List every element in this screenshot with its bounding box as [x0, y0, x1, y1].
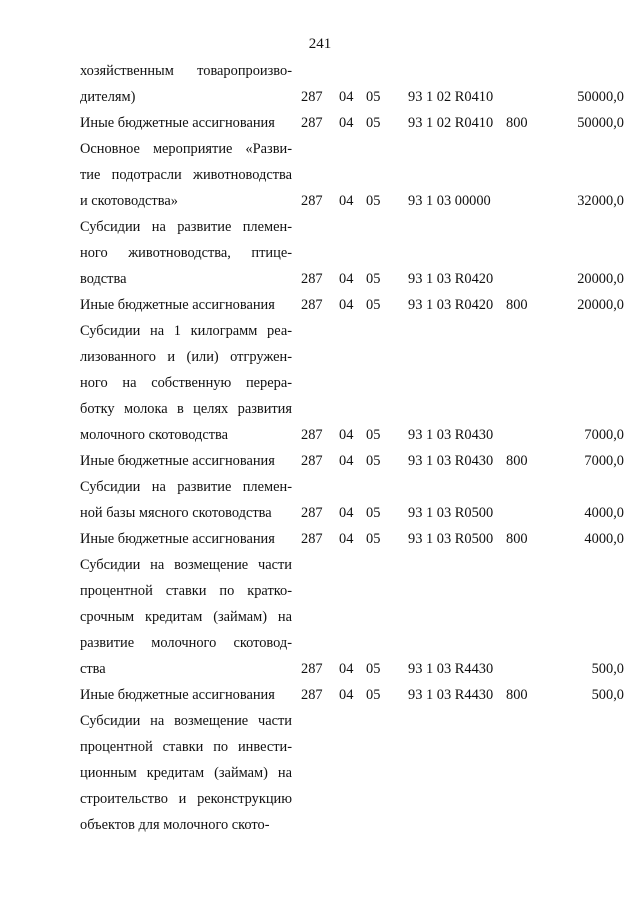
cell-target-article: 93 1 03 R0420 — [408, 271, 494, 287]
cell-grbs: 287 — [301, 505, 323, 521]
cell-subsection: 05 — [366, 89, 381, 105]
cell-subsection: 05 — [366, 115, 381, 131]
description-line: Субсидии на развитие племен- — [80, 219, 292, 235]
table-row — [80, 448, 624, 474]
row-description — [80, 448, 292, 474]
cell-grbs: 287 — [301, 297, 323, 313]
description-line: Иные бюджетные ассигнования — [80, 297, 275, 313]
row-description — [80, 136, 292, 214]
cell-subsection: 05 — [366, 427, 381, 443]
cell-grbs: 287 — [301, 193, 323, 209]
cell-expense-type: 800 — [506, 453, 528, 469]
cell-amount: 4000,0 — [584, 531, 624, 547]
cell-expense-type: 800 — [506, 297, 528, 313]
cell-grbs: 287 — [301, 89, 323, 105]
cell-grbs: 287 — [301, 115, 323, 131]
cell-target-article: 93 1 03 R4430 — [408, 661, 494, 677]
table-row — [80, 682, 624, 708]
description-line: Основное мероприятие «Разви- — [80, 141, 292, 157]
cell-section: 04 — [339, 271, 354, 287]
cell-grbs: 287 — [301, 531, 323, 547]
cell-amount: 20000,0 — [577, 271, 624, 287]
cell-amount: 4000,0 — [584, 505, 624, 521]
cell-amount: 50000,0 — [577, 89, 624, 105]
cell-target-article: 93 1 03 R0430 — [408, 453, 494, 469]
table-row — [80, 110, 624, 136]
cell-grbs: 287 — [301, 453, 323, 469]
description-line: тие подотрасли животноводства — [80, 167, 292, 183]
cell-amount: 20000,0 — [577, 297, 624, 313]
cell-subsection: 05 — [366, 531, 381, 547]
description-line: ного животноводства, птице- — [80, 245, 292, 261]
table-row — [80, 214, 624, 292]
description-line: Иные бюджетные ассигнования — [80, 687, 275, 703]
row-description — [80, 58, 292, 110]
cell-section: 04 — [339, 193, 354, 209]
description-line: ционным кредитам (займам) на — [80, 765, 292, 781]
description-line: Субсидии на 1 килограмм реа- — [80, 323, 292, 339]
cell-amount: 500,0 — [591, 687, 624, 703]
cell-section: 04 — [339, 453, 354, 469]
row-description — [80, 526, 292, 552]
budget-table — [80, 58, 624, 838]
description-line: Субсидии на возмещение части — [80, 713, 292, 729]
table-row — [80, 58, 624, 110]
table-row — [80, 552, 624, 682]
description-line: и скотоводства» — [80, 193, 178, 209]
description-line: строительство и реконструкцию — [80, 791, 292, 807]
cell-target-article: 93 1 03 R0500 — [408, 505, 494, 521]
cell-target-article: 93 1 03 R0500 — [408, 531, 494, 547]
description-line: молочного скотоводства — [80, 427, 229, 443]
cell-section: 04 — [339, 531, 354, 547]
description-line: ства — [80, 661, 106, 677]
cell-grbs: 287 — [301, 661, 323, 677]
table-row — [80, 136, 624, 214]
table-row — [80, 318, 624, 448]
cell-target-article: 93 1 03 00000 — [408, 193, 491, 209]
cell-section: 04 — [339, 115, 354, 131]
description-line: объектов для молочного ското- — [80, 817, 270, 833]
cell-subsection: 05 — [366, 297, 381, 313]
cell-section: 04 — [339, 297, 354, 313]
cell-amount: 7000,0 — [584, 453, 624, 469]
description-line: ботку молока в целях развития — [80, 401, 292, 417]
description-line: водства — [80, 271, 127, 287]
description-line: развитие молочного скотовод- — [80, 635, 292, 651]
description-line: Иные бюджетные ассигнования — [80, 453, 275, 469]
description-line: хозяйственным товаропроизво- — [80, 63, 292, 79]
description-line: дителям) — [80, 89, 136, 105]
description-line: лизованного и (или) отгружен- — [80, 349, 292, 365]
row-description — [80, 474, 292, 526]
page-number: 241 — [308, 36, 332, 52]
row-description — [80, 682, 292, 708]
cell-target-article: 93 1 02 R0410 — [408, 89, 494, 105]
table-row — [80, 526, 624, 552]
description-line: Иные бюджетные ассигнования — [80, 115, 275, 131]
cell-subsection: 05 — [366, 661, 381, 677]
cell-target-article: 93 1 03 R0420 — [408, 297, 494, 313]
description-line: Субсидии на возмещение части — [80, 557, 292, 573]
cell-expense-type: 800 — [506, 115, 528, 131]
cell-subsection: 05 — [366, 193, 381, 209]
cell-section: 04 — [339, 89, 354, 105]
description-line: процентной ставки по инвести- — [80, 739, 292, 755]
description-line: Иные бюджетные ассигнования — [80, 531, 275, 547]
cell-expense-type: 800 — [506, 531, 528, 547]
cell-amount: 500,0 — [591, 661, 624, 677]
table-row — [80, 292, 624, 318]
cell-amount: 50000,0 — [577, 115, 624, 131]
cell-subsection: 05 — [366, 505, 381, 521]
cell-grbs: 287 — [301, 687, 323, 703]
description-line: процентной ставки по кратко- — [80, 583, 292, 599]
table-row — [80, 474, 624, 526]
row-description — [80, 214, 292, 292]
row-description — [80, 708, 292, 838]
description-line: Субсидии на развитие племен- — [80, 479, 292, 495]
cell-subsection: 05 — [366, 453, 381, 469]
cell-amount: 32000,0 — [577, 193, 624, 209]
row-description — [80, 110, 292, 136]
row-description — [80, 552, 292, 682]
cell-target-article: 93 1 03 R4430 — [408, 687, 494, 703]
description-line: срочным кредитам (займам) на — [80, 609, 292, 625]
cell-section: 04 — [339, 505, 354, 521]
cell-amount: 7000,0 — [584, 427, 624, 443]
cell-grbs: 287 — [301, 427, 323, 443]
description-line: ного на собственную перера- — [80, 375, 292, 391]
table-row — [80, 708, 624, 838]
description-line: ной базы мясного скотоводства — [80, 505, 272, 521]
cell-section: 04 — [339, 687, 354, 703]
cell-expense-type: 800 — [506, 687, 528, 703]
row-description — [80, 292, 292, 318]
cell-target-article: 93 1 02 R0410 — [408, 115, 494, 131]
cell-subsection: 05 — [366, 687, 381, 703]
cell-grbs: 287 — [301, 271, 323, 287]
cell-target-article: 93 1 03 R0430 — [408, 427, 494, 443]
cell-section: 04 — [339, 427, 354, 443]
cell-subsection: 05 — [366, 271, 381, 287]
cell-section: 04 — [339, 661, 354, 677]
row-description — [80, 318, 292, 448]
